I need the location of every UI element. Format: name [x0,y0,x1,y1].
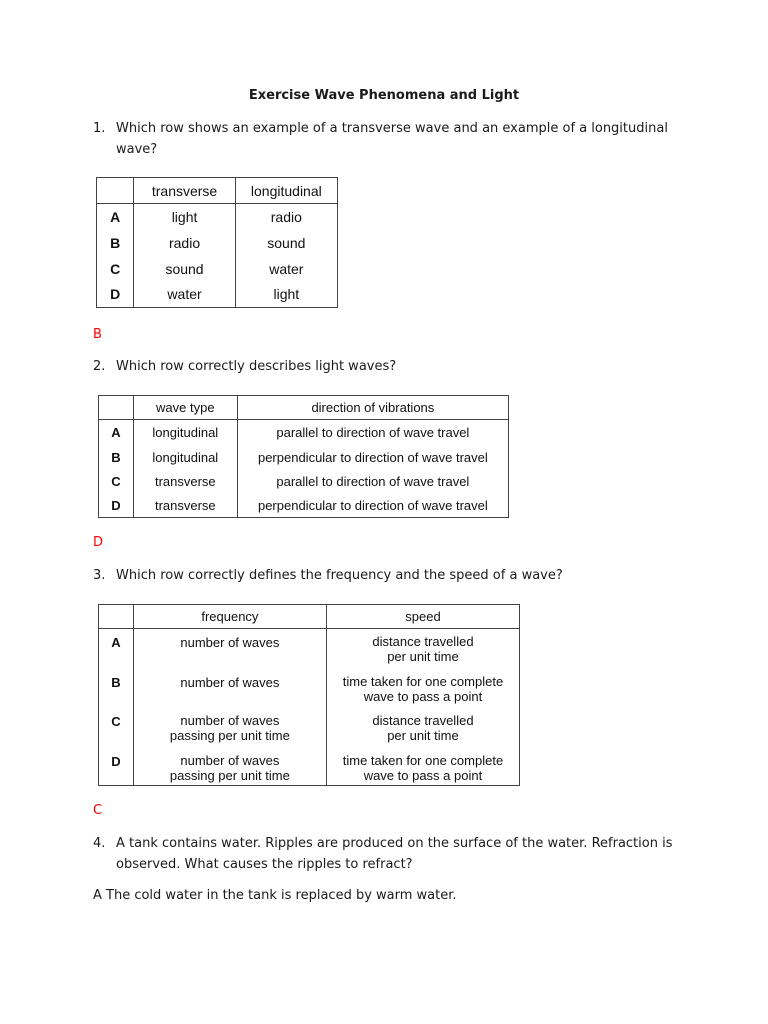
cell-line: per unit time [387,649,459,664]
table-cell [326,708,519,748]
table-header: direction of vibrations [237,396,508,420]
table-cell: sound [267,235,306,251]
question-text: Which row correctly defines the frequency and the speed of a wave? [116,568,563,583]
row-letter: C [97,256,134,282]
table-header: frequency [133,605,326,629]
question-number: 2. [93,359,106,374]
table-header: wave type [133,396,237,420]
question-3 [93,565,673,586]
cell-line: passing per unit time [169,767,290,783]
cell-line: number of waves [180,712,280,728]
cell-line: time taken for one complete [342,673,504,689]
table-cell: transverse [133,494,237,518]
table-row [97,256,338,282]
table-cell [326,629,519,669]
row-letter: C [99,708,134,748]
table-cell: number of waves [133,669,326,708]
cell-line: distance travelled [372,634,474,649]
table-cell: light [273,286,300,303]
table-cell: sound [134,256,235,282]
table-header [99,396,134,420]
table-cell: light [134,204,235,231]
table-header [97,178,134,204]
question-text: Which row correctly describes light waves? [116,359,397,374]
question-1 [93,118,673,160]
table-row [99,629,520,669]
table-header: longitudinal [235,178,337,204]
table-cell: parallel to direction of wave travel [276,474,470,489]
table-cell [326,669,519,708]
table-cell [133,748,326,786]
question-number: 1. [93,121,106,136]
page-title: Exercise Wave Phenomena and Light [248,88,520,103]
table-cell: radio [270,209,302,226]
row-letter: A [97,204,134,231]
row-letter: B [99,669,134,708]
question-2 [93,356,673,377]
row-letter: A [99,629,134,669]
cell-line: wave to pass a point [363,688,483,704]
answer-1: B [93,327,102,342]
cell-line: number of waves [180,752,280,768]
table-row [97,204,338,231]
question-4 [93,833,673,875]
cell-line: distance travelled [372,712,474,728]
cell-line: per unit time [387,727,459,743]
question-1-table [96,177,338,308]
table-row [99,420,509,446]
table-row [99,708,520,748]
table-cell: transverse [133,470,237,494]
table-header [99,605,134,629]
table-cell: parallel to direction of wave travel [276,425,470,441]
cell-line: time taken for one complete [342,752,504,768]
row-letter: D [97,282,134,308]
table-cell: water [134,282,235,308]
row-letter: D [99,494,134,518]
table-cell: longitudinal [133,420,237,446]
table-cell: radio [134,231,235,256]
row-letter: C [99,470,134,494]
table-row [99,446,509,470]
answer-2: D [93,535,104,550]
question-number: 3. [93,568,106,583]
question-2-table [98,395,509,518]
row-letter: D [99,748,134,786]
question-number: 4. [93,836,106,851]
table-row [99,470,509,494]
cell-line: passing per unit time [169,727,290,743]
table-cell: perpendicular to direction of wave travel [257,450,488,465]
table-cell: number of waves [133,629,326,669]
table-row [97,282,338,308]
question-text: A tank contains water. Ripples are produced on the surface of the water. Refraction is observed. What causes the ripples to refract? [116,836,673,872]
table-row [99,494,509,518]
cell-line: wave to pass a point [363,767,483,783]
answer-3: C [93,803,103,818]
table-cell [326,748,519,786]
table-header: speed [326,605,519,629]
option-a: A The cold water in the tank is replaced by warm water. [93,888,457,903]
table-cell [133,708,326,748]
table-cell: water [269,260,304,277]
question-3-table [98,604,520,786]
table-header: transverse [134,178,235,204]
table-row [99,748,520,786]
row-letter: B [99,446,134,470]
row-letter: B [97,231,134,256]
table-cell: longitudinal [133,446,237,470]
row-letter: A [99,420,134,446]
table-row [97,231,338,256]
table-cell: perpendicular to direction of wave travel [257,497,488,513]
table-row [99,669,520,708]
question-text: Which row shows an example of a transverse wave and an example of a longitudinal wave? [116,121,668,157]
